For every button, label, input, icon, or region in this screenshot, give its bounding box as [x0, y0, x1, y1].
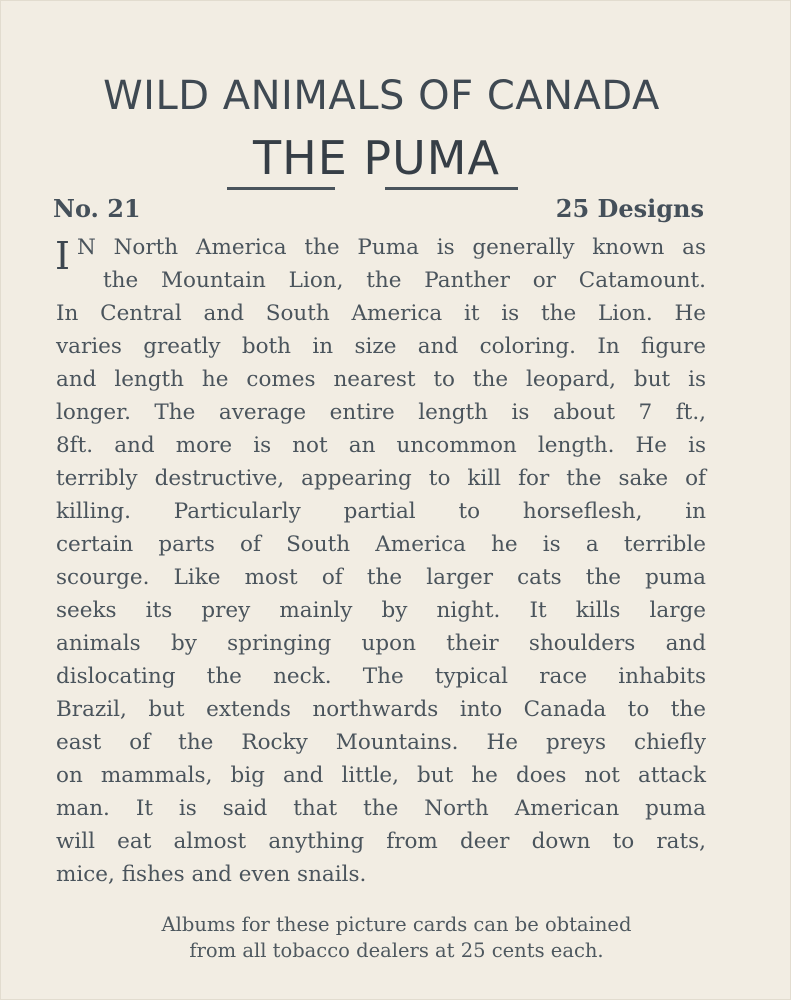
body-line: terribly destructive, appearing to kill for the sake of	[56, 466, 706, 491]
title-underline-right	[385, 187, 518, 190]
footer-line-2: from all tobacco dealers at 25 cents each.	[189, 939, 604, 962]
body-line: man. It is said that the North American puma	[56, 796, 706, 821]
title-underline-left	[227, 187, 335, 190]
drop-cap: I	[55, 234, 71, 278]
body-line: N North America the Puma is generally known as	[77, 235, 706, 260]
body-line: seeks its prey mainly by night. It kills large	[56, 598, 706, 623]
card-number: No. 21	[53, 194, 141, 223]
footer-line-1: Albums for these picture cards can be obtained	[161, 913, 632, 936]
body-line: the Mountain Lion, the Panther or Catamount.	[103, 268, 706, 293]
body-line: east of the Rocky Mountains. He preys chiefly	[56, 730, 706, 755]
designs-count: 25 Designs	[555, 194, 704, 223]
body-line: on mammals, big and little, but he does not attack	[56, 763, 706, 788]
body-line: killing. Particularly partial to horseflesh, in	[56, 499, 706, 524]
body-line: scourge. Like most of the larger cats the puma	[56, 565, 706, 590]
body-line: varies greatly both in size and coloring. In figure	[56, 334, 706, 359]
body-line: 8ft. and more is not an uncommon length. He is	[56, 433, 706, 458]
body-line: longer. The average entire length is about 7 ft.,	[56, 400, 706, 425]
series-title: WILD ANIMALS OF CANADA	[103, 73, 660, 119]
body-line: mice, fishes and even snails.	[56, 862, 367, 887]
card-title: THE PUMA	[253, 131, 500, 185]
body-line: animals by springing upon their shoulders and	[56, 631, 706, 656]
body-line: Brazil, but extends northwards into Canada to the	[56, 697, 706, 722]
body-line: In Central and South America it is the Lion. He	[56, 301, 706, 326]
body-line: will eat almost anything from deer down to rats,	[56, 829, 706, 854]
body-line: certain parts of South America he is a terrible	[56, 532, 706, 557]
body-line: dislocating the neck. The typical race inhabits	[56, 664, 706, 689]
body-line: and length he comes nearest to the leopard, but is	[56, 367, 706, 392]
